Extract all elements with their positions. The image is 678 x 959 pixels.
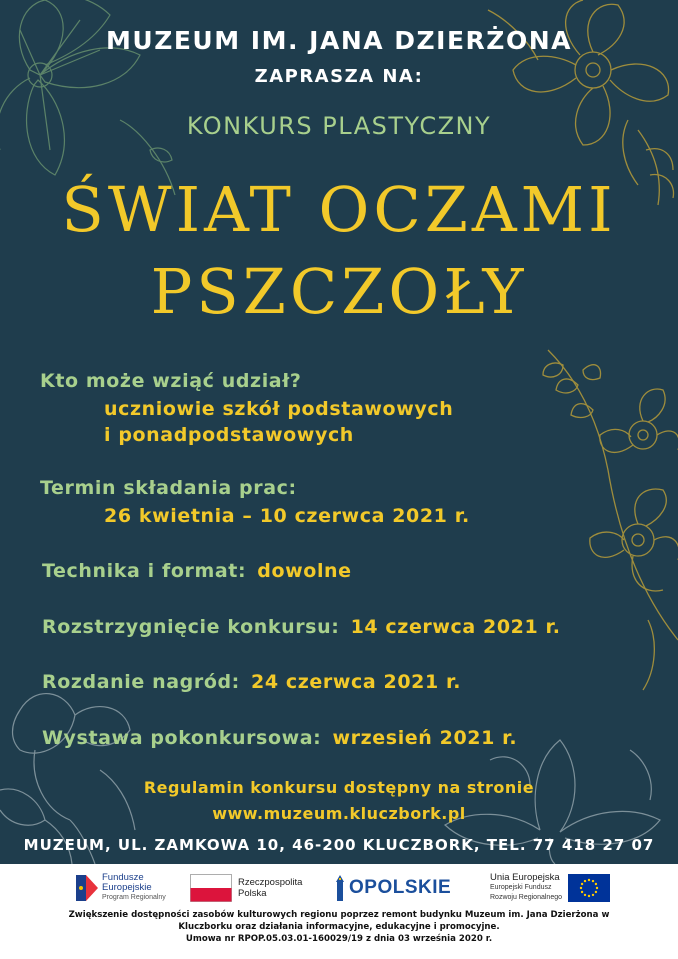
fundusze-europejskie-icon [76,873,98,903]
polish-flag-icon [190,874,232,902]
rp-line-1: Rzeczpospolita [238,877,303,888]
awards-row [42,671,461,693]
technique-row [42,560,352,582]
fundusze-europejskie-logo [76,872,166,904]
technique-value: dowolne [257,560,352,582]
eu-star [595,883,597,885]
flower-decoration-right [538,340,678,700]
eu-flag-icon [568,874,610,902]
footer-project-line-1: Zwiększenie dostępności zasobów kulturowych regionu poprzez remont budynku Muzeum im. Jana Dzierżona w [68,910,610,920]
eu-star [584,894,586,896]
who-label: Kto może wziąć udział? [40,370,302,392]
deadline-value: 26 kwietnia – 10 czerwca 2021 r. [104,505,470,527]
museum-name: MUZEUM IM. JANA DZIERŻONA [106,26,572,55]
opolskie-tower-icon [334,875,346,901]
exhibition-label: Wystawa pokonkursowa: [42,727,322,749]
eu-star [596,887,598,889]
unia-europejska-logo [490,872,610,904]
eu-star [588,879,590,881]
ue-line-3: Rozwoju Regionalnego [490,894,562,901]
exhibition-row [42,727,517,749]
contest-title-line-1: ŚWIAT OCZAMI [61,173,617,246]
fe-line-2: Europejskie [102,882,152,893]
who-value-2: i ponadpodstawowych [104,424,354,446]
ue-line-2: Europejski Fundusz [490,884,552,891]
rzeczpospolita-polska-logo [190,872,302,904]
eu-star [581,883,583,885]
eu-star [592,894,594,896]
eu-star [588,895,590,897]
contest-title-line-2: PSZCZOŁY [150,255,528,328]
contest-type: KONKURS PLASTYCZNY [186,112,492,140]
footer-project-line-2: Kluczborku oraz działania informacyjne, edukacyjne i promocyjne. [178,922,500,932]
museum-address: MUZEUM, UL. ZAMKOWA 10, 46-200 KLUCZBORK, TEL. 77 418 27 07 [23,836,655,854]
results-value: 14 czerwca 2021 r. [350,616,561,638]
rules-url-link[interactable]: www.muzeum.kluczbork.pl [212,804,466,823]
fe-line-3: Program Regionalny [102,894,166,901]
rp-line-2: Polska [238,888,267,899]
who-value-1: uczniowie szkół podstawowych [104,398,454,420]
rules-text: Regulamin konkursu dostępny na stronie [143,778,535,797]
results-row [42,616,561,638]
results-label: Rozstrzygnięcie konkursu: [42,616,340,638]
eu-star [581,891,583,893]
opolskie-text: OPOLSKIE [349,877,452,898]
fe-line-1: Fundusze [102,872,144,883]
deadline-label: Termin składania prac: [40,477,297,499]
awards-label: Rozdanie nagród: [42,671,240,693]
technique-label: Technika i format: [42,560,247,582]
footer-contract-line: Umowa nr RPOP.05.03.01-160029/19 z dnia 03 września 2020 r. [185,934,493,944]
eu-star [584,880,586,882]
eu-star [580,887,582,889]
invites-text: ZAPRASZA NA: [254,66,424,87]
exhibition-value: wrzesień 2021 r. [332,727,518,749]
eu-star [592,880,594,882]
eu-star [595,891,597,893]
awards-value: 24 czerwca 2021 r. [251,671,462,693]
ue-line-1: Unia Europejska [490,872,560,883]
footer-logos-bar [0,864,678,959]
opolskie-logo [334,872,451,904]
